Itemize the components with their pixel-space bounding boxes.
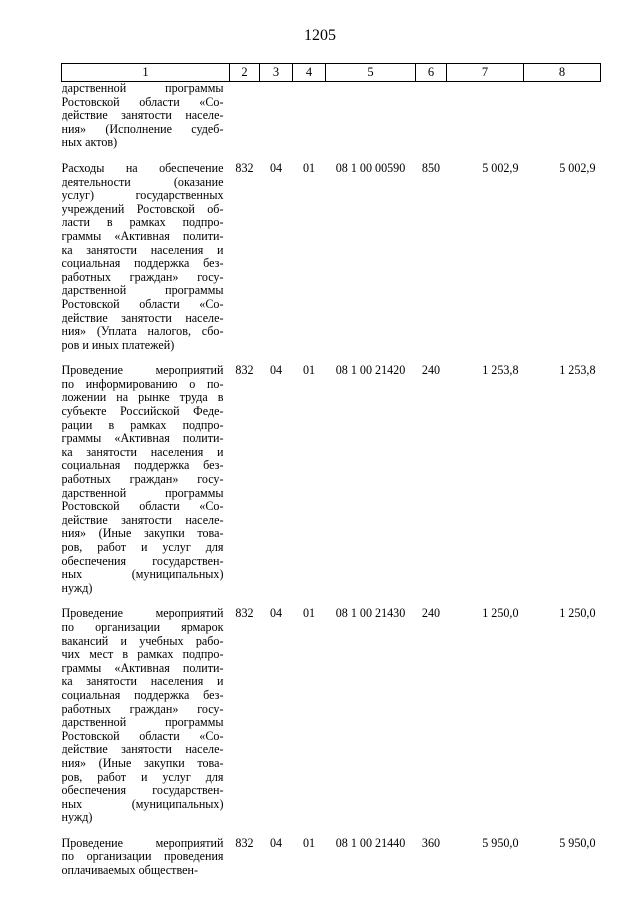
header-cell-1: 1 bbox=[62, 64, 230, 82]
cell-grbs: 832 bbox=[235, 835, 254, 850]
description-line: ных (муниципальных) bbox=[61, 568, 224, 582]
cell-amount-2 bbox=[524, 82, 601, 150]
description-line: граммы «Активная полити- bbox=[61, 661, 224, 675]
cell-amount-1: 5 002,9 bbox=[482, 160, 519, 175]
description-line: услуг) государственных bbox=[61, 189, 224, 203]
description-line: ка занятости населения и bbox=[61, 675, 224, 689]
table-row bbox=[62, 160, 601, 352]
header-cell-4: 4 bbox=[293, 64, 326, 82]
cell-subsection bbox=[293, 82, 326, 150]
header-cell-8: 8 bbox=[524, 64, 601, 82]
description-line: рации в рамках подпро- bbox=[61, 418, 224, 432]
cell-expense-type: 360 bbox=[421, 835, 441, 850]
description-line: нужд) bbox=[61, 811, 93, 825]
description-line: учреждений Ростовской об- bbox=[61, 202, 224, 216]
cell-amount-2: 1 253,8 bbox=[559, 363, 596, 378]
description-line: социальная поддержка без- bbox=[61, 257, 224, 271]
row-description bbox=[62, 362, 230, 595]
row-description bbox=[62, 835, 230, 878]
description-line: Проведение мероприятий bbox=[61, 364, 224, 378]
row-spacer bbox=[62, 352, 601, 362]
cell-amount-2: 5 002,9 bbox=[559, 160, 596, 175]
table-row bbox=[62, 835, 601, 878]
row-spacer bbox=[62, 595, 601, 605]
cell-amount-1: 1 253,8 bbox=[482, 363, 519, 378]
cell-amount-1 bbox=[447, 82, 524, 150]
budget-table bbox=[61, 63, 601, 878]
description-line: ров, работ и услуг для bbox=[61, 770, 224, 784]
description-line: социальная поддержка без- bbox=[61, 459, 224, 473]
header-cell-6: 6 bbox=[416, 64, 447, 82]
description-line: ния» (Иные закупки това- bbox=[61, 527, 224, 541]
description-line: ка занятости населения и bbox=[61, 243, 224, 257]
description-line: чих мест в рамках подпро- bbox=[61, 648, 224, 662]
cell-grbs: 832 bbox=[235, 160, 254, 175]
description-line: действие занятости населе- bbox=[61, 513, 224, 527]
description-line: Ростовской области «Со- bbox=[61, 500, 224, 514]
description-line: ложении на рынке труда в bbox=[61, 391, 224, 405]
cell-grbs: 832 bbox=[235, 606, 254, 621]
description-line: ров и иных платежей) bbox=[61, 338, 175, 352]
row-description bbox=[62, 605, 230, 825]
cell-grbs: 832 bbox=[235, 363, 254, 378]
cell-expense-type bbox=[416, 82, 447, 150]
cell-section: 04 bbox=[269, 606, 283, 621]
description-line: по организации ярмарок bbox=[61, 620, 224, 634]
description-line: дарственной программы bbox=[61, 284, 224, 298]
description-line: ния» (Исполнение судеб- bbox=[61, 122, 224, 136]
row-spacer bbox=[62, 150, 601, 160]
cell-subsection: 01 bbox=[302, 835, 316, 850]
description-line: ров, работ и услуг для bbox=[61, 541, 224, 554]
page-number: 1205 bbox=[304, 27, 336, 44]
row-description bbox=[62, 160, 230, 352]
description-line: Ростовской области «Со- bbox=[61, 729, 224, 743]
description-line: ных актов) bbox=[61, 136, 118, 150]
description-line: Ростовской области «Со- bbox=[61, 297, 224, 311]
row-description bbox=[62, 82, 230, 150]
description-line: действие занятости населе- bbox=[61, 743, 224, 757]
description-line: граммы «Активная полити- bbox=[61, 432, 224, 446]
cell-section: 04 bbox=[269, 160, 283, 175]
cell-expense-type: 850 bbox=[421, 160, 441, 175]
cell-amount-2: 5 950,0 bbox=[559, 835, 596, 850]
cell-target-article: 08 1 00 00590 bbox=[335, 160, 406, 175]
cell-target-article: 08 1 00 21420 bbox=[335, 363, 406, 378]
description-line: дарственной программы bbox=[61, 82, 224, 95]
description-line: вакансий и учебных рабо- bbox=[61, 634, 224, 648]
description-line: Проведение мероприятий bbox=[61, 607, 224, 621]
description-line: субъекте Российской Феде- bbox=[61, 405, 224, 419]
cell-subsection: 01 bbox=[302, 363, 316, 378]
cell-grbs bbox=[230, 82, 260, 150]
header-cell-3: 3 bbox=[260, 64, 293, 82]
header-cell-5: 5 bbox=[326, 64, 416, 82]
description-line: обеспечения государствен- bbox=[61, 784, 224, 798]
table-row bbox=[62, 362, 601, 595]
cell-section bbox=[260, 82, 293, 150]
description-line: ка занятости населения и bbox=[61, 445, 224, 459]
cell-section: 04 bbox=[269, 363, 283, 378]
description-line: работных граждан» госу- bbox=[61, 473, 224, 487]
description-line: Расходы на обеспечение bbox=[61, 161, 224, 175]
cell-amount-2: 1 250,0 bbox=[559, 606, 596, 621]
description-line: социальная поддержка без- bbox=[61, 688, 224, 702]
description-line: работных граждан» госу- bbox=[61, 702, 224, 716]
description-line: действие занятости населе- bbox=[61, 311, 224, 325]
description-line: ния» (Уплата налогов, сбо- bbox=[61, 325, 224, 339]
description-line: Проведение мероприятий bbox=[61, 836, 224, 850]
description-line: деятельности (оказание bbox=[61, 175, 224, 189]
cell-expense-type: 240 bbox=[421, 606, 441, 621]
table-row bbox=[62, 82, 601, 150]
header-cell-2: 2 bbox=[230, 64, 260, 82]
description-line: ласти в рамках подпро- bbox=[61, 216, 224, 230]
cell-expense-type: 240 bbox=[421, 363, 441, 378]
description-line: оплачиваемых обществен- bbox=[61, 864, 198, 878]
description-line: действие занятости населе- bbox=[61, 109, 224, 123]
table-header-row bbox=[62, 64, 601, 82]
row-spacer bbox=[62, 825, 601, 835]
cell-target-article bbox=[326, 82, 416, 150]
cell-amount-1: 5 950,0 bbox=[482, 835, 519, 850]
description-line: граммы «Активная полити- bbox=[61, 229, 224, 243]
description-line: дарственной программы bbox=[61, 486, 224, 500]
cell-target-article: 08 1 00 21440 bbox=[335, 835, 406, 850]
description-line: ния» (Иные закупки това- bbox=[61, 756, 224, 770]
cell-amount-1: 1 250,0 bbox=[482, 606, 519, 621]
description-line: ных (муниципальных) bbox=[61, 797, 224, 811]
cell-subsection: 01 bbox=[302, 160, 316, 175]
cell-section: 04 bbox=[269, 835, 283, 850]
description-line: нужд) bbox=[61, 581, 93, 595]
cell-subsection: 01 bbox=[302, 606, 316, 621]
description-line: Ростовской области «Со- bbox=[61, 95, 224, 109]
description-line: обеспечения государствен- bbox=[61, 554, 224, 568]
cell-target-article: 08 1 00 21430 bbox=[335, 606, 406, 621]
description-line: работных граждан» госу- bbox=[61, 270, 224, 284]
description-line: по информированию о по- bbox=[61, 377, 224, 391]
description-line: дарственной программы bbox=[61, 716, 224, 730]
header-cell-7: 7 bbox=[447, 64, 524, 82]
table-row bbox=[62, 605, 601, 825]
description-line: по организации проведения bbox=[61, 850, 224, 864]
